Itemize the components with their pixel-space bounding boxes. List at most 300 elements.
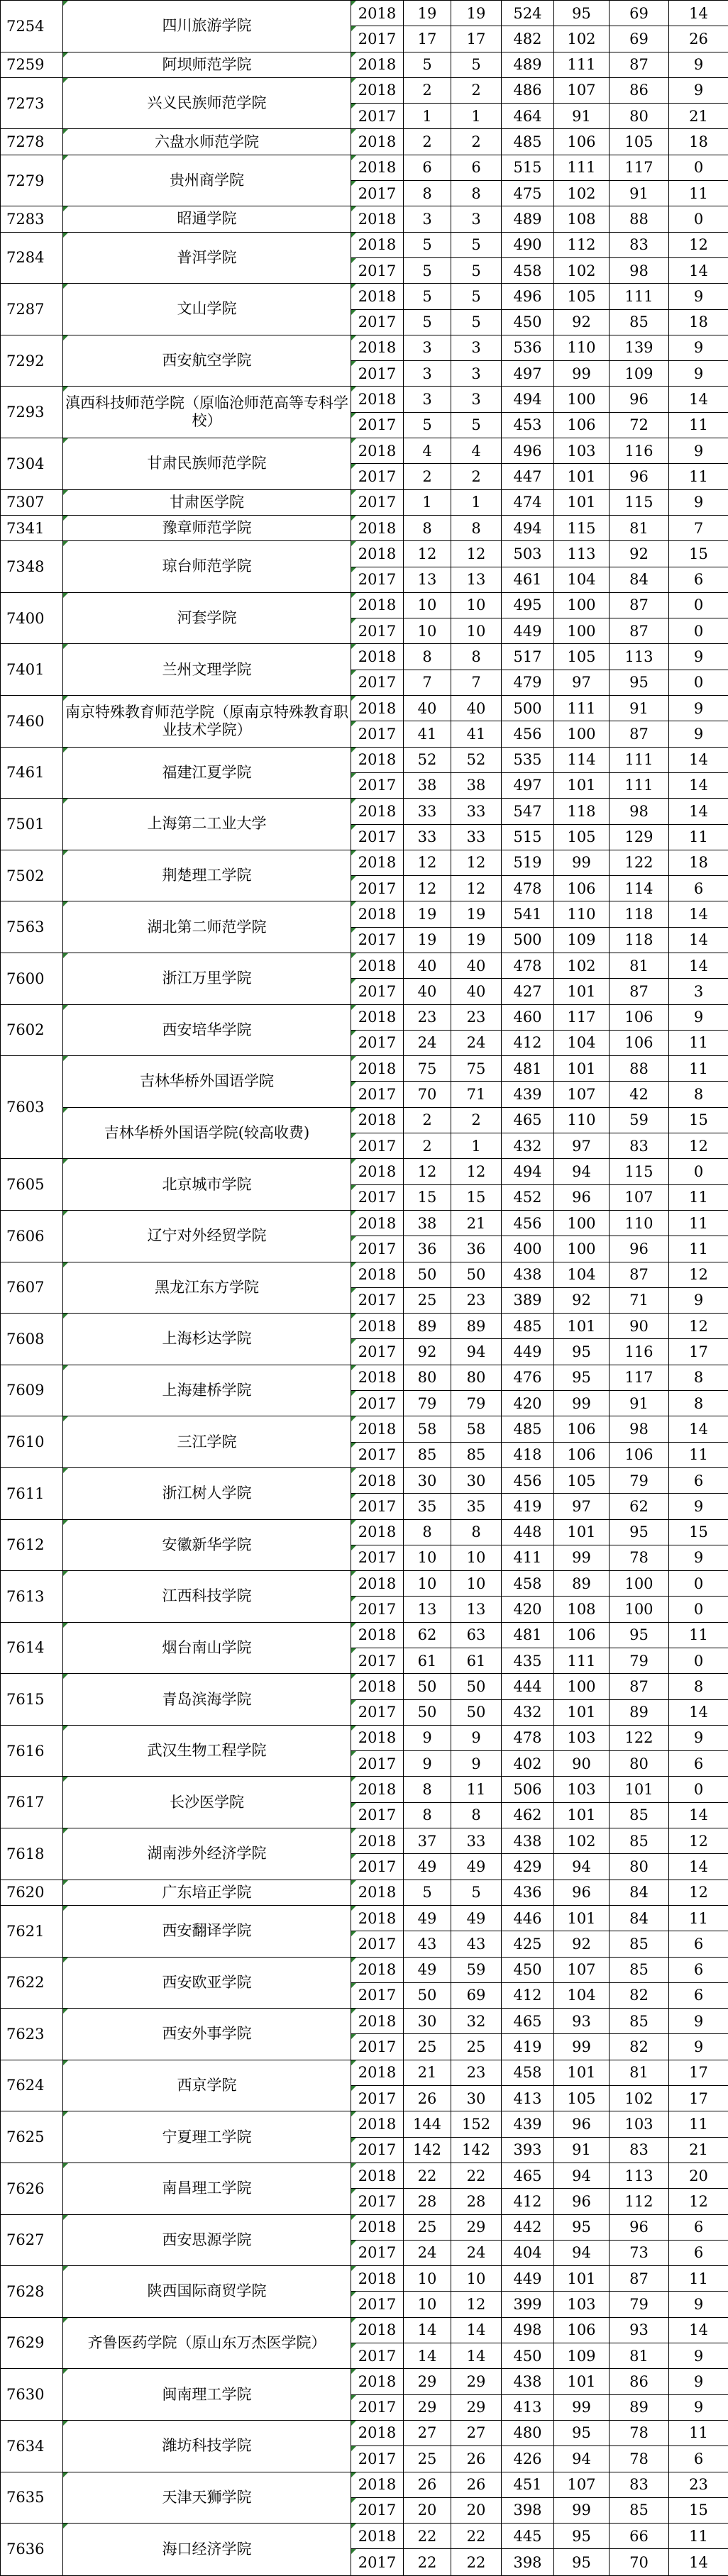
table-row xyxy=(1,232,728,257)
min-score-cell: 485 xyxy=(502,1314,554,1339)
col-c-cell: 11 xyxy=(669,1905,728,1931)
plan-count-cell: 144 xyxy=(404,2111,451,2137)
plan-count-cell: 49 xyxy=(404,1854,451,1880)
plan-count-cell: 38 xyxy=(404,772,451,798)
year-cell: 2017 xyxy=(351,2189,404,2214)
plan-count-cell: 62 xyxy=(404,1622,451,1648)
col-c-cell: 9 xyxy=(669,2369,728,2394)
col-c-cell: 11 xyxy=(669,1236,728,1262)
col-b-cell: 88 xyxy=(610,1056,669,1082)
col-b-cell: 59 xyxy=(610,1107,669,1133)
col-a-cell: 95 xyxy=(554,2549,610,2576)
admitted-count-cell: 12 xyxy=(451,1159,502,1184)
min-score-cell: 439 xyxy=(502,1082,554,1107)
table-row xyxy=(1,2111,728,2137)
plan-count-cell: 1 xyxy=(404,489,451,515)
col-a-cell: 100 xyxy=(554,1210,610,1236)
table-row xyxy=(1,438,728,464)
plan-count-cell: 89 xyxy=(404,1314,451,1339)
table-row xyxy=(1,284,728,309)
col-b-cell: 87 xyxy=(610,1674,669,1699)
admitted-count-cell: 22 xyxy=(451,2549,502,2576)
col-c-cell: 6 xyxy=(669,1957,728,1982)
plan-count-cell: 3 xyxy=(404,361,451,387)
year-cell: 2018 xyxy=(351,799,404,824)
year-cell: 2018 xyxy=(351,1159,404,1184)
school-name: 辽宁对外经贸学院 xyxy=(63,1210,351,1262)
col-c-cell: 9 xyxy=(669,77,728,103)
min-score-cell: 456 xyxy=(502,721,554,747)
admitted-count-cell: 1 xyxy=(451,104,502,129)
plan-count-cell: 26 xyxy=(404,2472,451,2497)
admitted-count-cell: 43 xyxy=(451,1931,502,1957)
admitted-count-cell: 22 xyxy=(451,2524,502,2549)
col-b-cell: 79 xyxy=(610,1648,669,1674)
col-b-cell: 70 xyxy=(610,2549,669,2576)
plan-count-cell: 29 xyxy=(404,2369,451,2394)
col-b-cell: 83 xyxy=(610,2137,669,2163)
col-b-cell: 81 xyxy=(610,515,669,540)
col-b-cell: 86 xyxy=(610,77,669,103)
admitted-count-cell: 28 xyxy=(451,2189,502,2214)
col-b-cell: 117 xyxy=(610,155,669,180)
min-score-cell: 485 xyxy=(502,1416,554,1442)
col-a-cell: 107 xyxy=(554,77,610,103)
plan-count-cell: 23 xyxy=(404,1004,451,1030)
admitted-count-cell: 29 xyxy=(451,2394,502,2420)
school-code: 7400 xyxy=(1,592,63,644)
school-name: 海口经济学院 xyxy=(63,2524,351,2576)
school-code: 7612 xyxy=(1,1519,63,1571)
school-name: 广东培正学院 xyxy=(63,1880,351,1905)
year-cell: 2018 xyxy=(351,2317,404,2343)
school-code: 7461 xyxy=(1,747,63,799)
col-b-cell: 100 xyxy=(610,1571,669,1597)
admitted-count-cell: 2 xyxy=(451,77,502,103)
col-b-cell: 69 xyxy=(610,26,669,52)
admitted-count-cell: 80 xyxy=(451,1365,502,1390)
year-cell: 2018 xyxy=(351,1004,404,1030)
table-row xyxy=(1,387,728,412)
admitted-count-cell: 50 xyxy=(451,1699,502,1725)
admitted-count-cell: 33 xyxy=(451,1828,502,1854)
col-c-cell: 12 xyxy=(669,1828,728,1854)
plan-count-cell: 3 xyxy=(404,387,451,412)
plan-count-cell: 7 xyxy=(404,670,451,695)
admitted-count-cell: 49 xyxy=(451,1905,502,1931)
table-row xyxy=(1,541,728,567)
plan-count-cell: 50 xyxy=(404,1262,451,1287)
school-code: 7602 xyxy=(1,1004,63,1056)
year-cell: 2018 xyxy=(351,2369,404,2394)
admitted-count-cell: 33 xyxy=(451,824,502,850)
school-code: 7607 xyxy=(1,1262,63,1314)
col-b-cell: 87 xyxy=(610,721,669,747)
col-c-cell: 14 xyxy=(669,799,728,824)
admitted-count-cell: 3 xyxy=(451,361,502,387)
year-cell: 2017 xyxy=(351,104,404,129)
admitted-count-cell: 5 xyxy=(451,412,502,438)
admitted-count-cell: 25 xyxy=(451,2034,502,2060)
year-cell: 2018 xyxy=(351,1519,404,1545)
table-row xyxy=(1,2524,728,2549)
col-c-cell: 8 xyxy=(669,1674,728,1699)
col-c-cell: 14 xyxy=(669,257,728,283)
min-score-cell: 419 xyxy=(502,2034,554,2060)
col-b-cell: 89 xyxy=(610,1699,669,1725)
year-cell: 2018 xyxy=(351,129,404,155)
school-code: 7401 xyxy=(1,644,63,696)
min-score-cell: 494 xyxy=(502,387,554,412)
col-a-cell: 102 xyxy=(554,953,610,978)
admitted-count-cell: 63 xyxy=(451,1622,502,1648)
admitted-count-cell: 50 xyxy=(451,1262,502,1287)
plan-count-cell: 1 xyxy=(404,104,451,129)
school-name: 天津天狮学院 xyxy=(63,2472,351,2524)
school-name: 陕西国际商贸学院 xyxy=(63,2266,351,2318)
plan-count-cell: 27 xyxy=(404,2420,451,2445)
year-cell: 2018 xyxy=(351,644,404,670)
col-b-cell: 95 xyxy=(610,1622,669,1648)
table-row xyxy=(1,1519,728,1545)
admitted-count-cell: 23 xyxy=(451,1287,502,1313)
min-score-cell: 420 xyxy=(502,1597,554,1622)
table-row xyxy=(1,2060,728,2085)
school-code: 7287 xyxy=(1,284,63,335)
year-cell: 2017 xyxy=(351,1931,404,1957)
col-c-cell: 11 xyxy=(669,412,728,438)
col-c-cell: 9 xyxy=(669,489,728,515)
year-cell: 2017 xyxy=(351,1648,404,1674)
col-c-cell: 14 xyxy=(669,953,728,978)
col-c-cell: 12 xyxy=(669,1880,728,1905)
min-score-cell: 451 xyxy=(502,2472,554,2497)
year-cell: 2017 xyxy=(351,2343,404,2369)
year-cell: 2018 xyxy=(351,1905,404,1931)
plan-count-cell: 24 xyxy=(404,1030,451,1055)
admitted-count-cell: 41 xyxy=(451,721,502,747)
year-cell: 2017 xyxy=(351,412,404,438)
admitted-count-cell: 21 xyxy=(451,1210,502,1236)
col-c-cell: 11 xyxy=(669,1210,728,1236)
min-score-cell: 464 xyxy=(502,104,554,129)
min-score-cell: 413 xyxy=(502,2086,554,2111)
table-row xyxy=(1,2472,728,2497)
col-b-cell: 72 xyxy=(610,412,669,438)
col-b-cell: 81 xyxy=(610,2060,669,2085)
col-a-cell: 100 xyxy=(554,592,610,618)
admitted-count-cell: 12 xyxy=(451,541,502,567)
admitted-count-cell: 14 xyxy=(451,2317,502,2343)
col-c-cell: 6 xyxy=(669,876,728,901)
col-a-cell: 109 xyxy=(554,2343,610,2369)
col-c-cell: 23 xyxy=(669,2472,728,2497)
admitted-count-cell: 12 xyxy=(451,876,502,901)
col-b-cell: 105 xyxy=(610,129,669,155)
year-cell: 2017 xyxy=(351,721,404,747)
col-c-cell: 14 xyxy=(669,2549,728,2576)
school-code: 7278 xyxy=(1,129,63,155)
col-b-cell: 113 xyxy=(610,2163,669,2188)
col-b-cell: 85 xyxy=(610,1957,669,1982)
admitted-count-cell: 5 xyxy=(451,284,502,309)
year-cell: 2018 xyxy=(351,206,404,232)
col-a-cell: 95 xyxy=(554,1339,610,1365)
col-c-cell: 12 xyxy=(669,1133,728,1159)
year-cell: 2017 xyxy=(351,2086,404,2111)
min-score-cell: 517 xyxy=(502,644,554,670)
col-a-cell: 95 xyxy=(554,2524,610,2549)
admitted-count-cell: 58 xyxy=(451,1416,502,1442)
table-row xyxy=(1,2317,728,2343)
table-row xyxy=(1,850,728,875)
year-cell: 2018 xyxy=(351,515,404,540)
admitted-count-cell: 71 xyxy=(451,1082,502,1107)
table-row xyxy=(1,1210,728,1236)
table-row xyxy=(1,1674,728,1699)
col-b-cell: 95 xyxy=(610,670,669,695)
col-a-cell: 101 xyxy=(554,2060,610,2085)
col-c-cell: 11 xyxy=(669,181,728,206)
min-score-cell: 474 xyxy=(502,489,554,515)
table-row xyxy=(1,489,728,515)
col-b-cell: 98 xyxy=(610,257,669,283)
school-code: 7259 xyxy=(1,52,63,77)
year-cell: 2018 xyxy=(351,2060,404,2085)
col-b-cell: 84 xyxy=(610,1905,669,1931)
school-code: 7628 xyxy=(1,2266,63,2318)
col-b-cell: 85 xyxy=(610,1828,669,1854)
school-code: 7617 xyxy=(1,1777,63,1828)
col-b-cell: 90 xyxy=(610,1314,669,1339)
col-c-cell: 6 xyxy=(669,2446,728,2472)
plan-count-cell: 26 xyxy=(404,2086,451,2111)
col-a-cell: 103 xyxy=(554,2292,610,2317)
col-b-cell: 84 xyxy=(610,1880,669,1905)
plan-count-cell: 22 xyxy=(404,2163,451,2188)
col-c-cell: 26 xyxy=(669,26,728,52)
col-a-cell: 101 xyxy=(554,1314,610,1339)
col-a-cell: 106 xyxy=(554,1622,610,1648)
year-cell: 2018 xyxy=(351,2266,404,2292)
school-name: 普洱学院 xyxy=(63,232,351,284)
min-score-cell: 535 xyxy=(502,747,554,772)
plan-count-cell: 12 xyxy=(404,1159,451,1184)
min-score-cell: 480 xyxy=(502,2420,554,2445)
col-a-cell: 103 xyxy=(554,1777,610,1802)
admitted-count-cell: 26 xyxy=(451,2472,502,2497)
col-c-cell: 9 xyxy=(669,644,728,670)
school-code: 7307 xyxy=(1,489,63,515)
school-code: 7610 xyxy=(1,1416,63,1468)
school-code: 7273 xyxy=(1,77,63,129)
col-a-cell: 95 xyxy=(554,2214,610,2240)
col-b-cell: 115 xyxy=(610,1159,669,1184)
admitted-count-cell: 40 xyxy=(451,979,502,1004)
year-cell: 2018 xyxy=(351,284,404,309)
school-code: 7613 xyxy=(1,1571,63,1623)
col-b-cell: 85 xyxy=(610,309,669,335)
col-b-cell: 69 xyxy=(610,1,669,26)
col-c-cell: 14 xyxy=(669,1699,728,1725)
col-b-cell: 100 xyxy=(610,1597,669,1622)
school-code: 7283 xyxy=(1,206,63,232)
col-c-cell: 9 xyxy=(669,2034,728,2060)
admitted-count-cell: 38 xyxy=(451,772,502,798)
col-a-cell: 111 xyxy=(554,52,610,77)
col-c-cell: 8 xyxy=(669,1391,728,1416)
admitted-count-cell: 19 xyxy=(451,1,502,26)
plan-count-cell: 37 xyxy=(404,1828,451,1854)
year-cell: 2017 xyxy=(351,2549,404,2576)
min-score-cell: 438 xyxy=(502,1262,554,1287)
school-code: 7341 xyxy=(1,515,63,540)
year-cell: 2017 xyxy=(351,2292,404,2317)
min-score-cell: 412 xyxy=(502,1030,554,1055)
plan-count-cell: 10 xyxy=(404,618,451,644)
col-c-cell: 7 xyxy=(669,515,728,540)
admitted-count-cell: 30 xyxy=(451,1467,502,1493)
min-score-cell: 479 xyxy=(502,670,554,695)
col-c-cell: 18 xyxy=(669,850,728,875)
col-c-cell: 0 xyxy=(669,592,728,618)
plan-count-cell: 36 xyxy=(404,1236,451,1262)
year-cell: 2018 xyxy=(351,1262,404,1287)
school-name: 三江学院 xyxy=(63,1416,351,1468)
col-c-cell: 14 xyxy=(669,901,728,927)
year-cell: 2017 xyxy=(351,1751,404,1777)
admitted-count-cell: 49 xyxy=(451,1854,502,1880)
admitted-count-cell: 40 xyxy=(451,696,502,721)
plan-count-cell: 50 xyxy=(404,1982,451,2008)
col-c-cell: 12 xyxy=(669,1262,728,1287)
year-cell: 2018 xyxy=(351,1365,404,1390)
col-a-cell: 94 xyxy=(554,1159,610,1184)
col-b-cell: 87 xyxy=(610,52,669,77)
admitted-count-cell: 40 xyxy=(451,953,502,978)
admitted-count-cell: 52 xyxy=(451,747,502,772)
min-score-cell: 541 xyxy=(502,901,554,927)
plan-count-cell: 10 xyxy=(404,592,451,618)
min-score-cell: 496 xyxy=(502,438,554,464)
col-a-cell: 104 xyxy=(554,1262,610,1287)
year-cell: 2017 xyxy=(351,979,404,1004)
min-score-cell: 536 xyxy=(502,335,554,360)
min-score-cell: 425 xyxy=(502,1931,554,1957)
col-b-cell: 79 xyxy=(610,1467,669,1493)
school-code: 7625 xyxy=(1,2111,63,2163)
admitted-count-cell: 5 xyxy=(451,52,502,77)
year-cell: 2017 xyxy=(351,1494,404,1519)
col-a-cell: 110 xyxy=(554,335,610,360)
year-cell: 2018 xyxy=(351,1725,404,1750)
col-c-cell: 14 xyxy=(669,2317,728,2343)
col-a-cell: 107 xyxy=(554,1082,610,1107)
school-code: 7254 xyxy=(1,1,63,52)
col-b-cell: 113 xyxy=(610,644,669,670)
admitted-count-cell: 20 xyxy=(451,2497,502,2523)
col-c-cell: 11 xyxy=(669,1442,728,1467)
col-c-cell: 18 xyxy=(669,309,728,335)
col-c-cell: 14 xyxy=(669,772,728,798)
col-b-cell: 88 xyxy=(610,206,669,232)
col-c-cell: 14 xyxy=(669,1802,728,1828)
year-cell: 2017 xyxy=(351,1854,404,1880)
school-name: 河套学院 xyxy=(63,592,351,644)
col-b-cell: 83 xyxy=(610,2472,669,2497)
col-b-cell: 122 xyxy=(610,1725,669,1750)
table-row xyxy=(1,2009,728,2034)
admitted-count-cell: 24 xyxy=(451,2240,502,2265)
col-a-cell: 111 xyxy=(554,155,610,180)
col-a-cell: 97 xyxy=(554,1133,610,1159)
plan-count-cell: 8 xyxy=(404,1802,451,1828)
year-cell: 2017 xyxy=(351,1597,404,1622)
school-name: 西安翻译学院 xyxy=(63,1905,351,1957)
admitted-count-cell: 3 xyxy=(451,335,502,360)
year-cell: 2018 xyxy=(351,1957,404,1982)
admitted-count-cell: 5 xyxy=(451,309,502,335)
admitted-count-cell: 75 xyxy=(451,1056,502,1082)
min-score-cell: 489 xyxy=(502,206,554,232)
col-c-cell: 17 xyxy=(669,1339,728,1365)
col-a-cell: 107 xyxy=(554,1957,610,1982)
col-c-cell: 8 xyxy=(669,1082,728,1107)
year-cell: 2017 xyxy=(351,257,404,283)
school-code: 7600 xyxy=(1,953,63,1004)
min-score-cell: 500 xyxy=(502,927,554,953)
table-row xyxy=(1,644,728,670)
plan-count-cell: 5 xyxy=(404,52,451,77)
plan-count-cell: 43 xyxy=(404,1931,451,1957)
col-c-cell: 14 xyxy=(669,387,728,412)
col-a-cell: 101 xyxy=(554,1699,610,1725)
col-c-cell: 6 xyxy=(669,1751,728,1777)
min-score-cell: 444 xyxy=(502,1674,554,1699)
col-b-cell: 79 xyxy=(610,2292,669,2317)
school-name: 荆楚理工学院 xyxy=(63,850,351,901)
min-score-cell: 412 xyxy=(502,2189,554,2214)
table-row xyxy=(1,696,728,721)
plan-count-cell: 2 xyxy=(404,1107,451,1133)
col-b-cell: 102 xyxy=(610,2086,669,2111)
year-cell: 2018 xyxy=(351,953,404,978)
plan-count-cell: 6 xyxy=(404,155,451,180)
col-a-cell: 109 xyxy=(554,927,610,953)
school-code: 7501 xyxy=(1,799,63,850)
min-score-cell: 503 xyxy=(502,541,554,567)
admitted-count-cell: 22 xyxy=(451,2163,502,2188)
col-c-cell: 9 xyxy=(669,2343,728,2369)
min-score-cell: 465 xyxy=(502,2163,554,2188)
col-b-cell: 96 xyxy=(610,387,669,412)
col-a-cell: 106 xyxy=(554,412,610,438)
plan-count-cell: 40 xyxy=(404,979,451,1004)
col-c-cell: 14 xyxy=(669,1854,728,1880)
col-a-cell: 89 xyxy=(554,1571,610,1597)
table-row xyxy=(1,1262,728,1287)
school-name: 贵州商学院 xyxy=(63,155,351,206)
col-b-cell: 87 xyxy=(610,618,669,644)
school-name: 西安培华学院 xyxy=(63,1004,351,1056)
school-name: 豫章师范学院 xyxy=(63,515,351,540)
min-score-cell: 475 xyxy=(502,181,554,206)
col-a-cell: 107 xyxy=(554,2472,610,2497)
col-b-cell: 96 xyxy=(610,1236,669,1262)
col-b-cell: 85 xyxy=(610,1931,669,1957)
col-b-cell: 87 xyxy=(610,2266,669,2292)
table-row xyxy=(1,1056,728,1082)
